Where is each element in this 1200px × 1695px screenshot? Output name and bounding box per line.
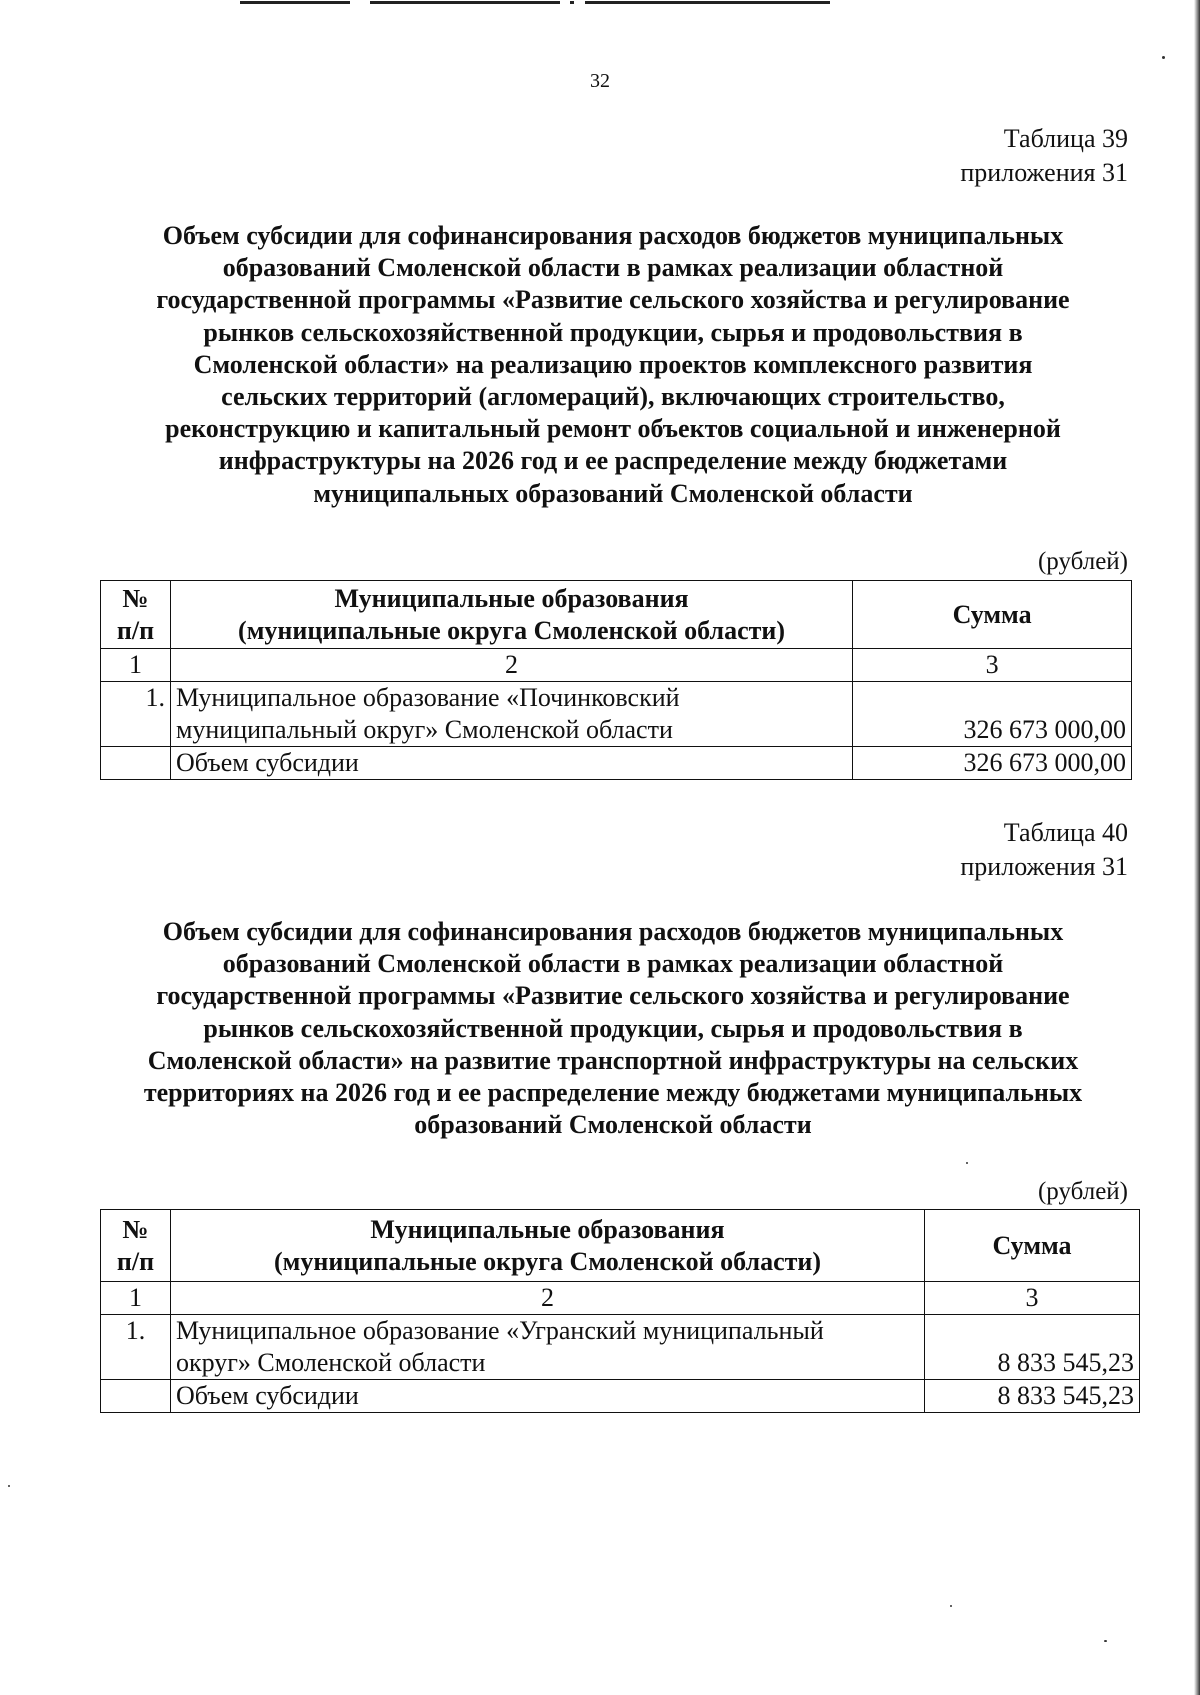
- index-cell: 3: [853, 649, 1132, 682]
- title-line: территориях на 2026 год и ее распределение между бюджетами муниципальных: [143, 1078, 1083, 1108]
- total-label: Объем субсидии: [170, 1380, 924, 1413]
- title-line: рынков сельскохозяйственной продукции, сырья и продовольствия в: [203, 1013, 1023, 1043]
- total-sum: 8 833 545,23: [925, 1380, 1140, 1413]
- index-cell: 1: [101, 649, 171, 682]
- index-cell: 1: [101, 1282, 171, 1315]
- total-row: [101, 747, 1132, 780]
- header-sum: Сумма: [925, 1210, 1140, 1282]
- table-40-title: [98, 916, 1128, 1141]
- title-line: государственной программы «Развитие сельского хозяйства и регулирование: [156, 285, 1070, 315]
- title-line: Объем субсидии для софинансирования расходов бюджетов муниципальных: [162, 917, 1064, 946]
- scan-speck: [966, 1162, 968, 1164]
- appendix-label: приложения 31: [960, 852, 1128, 881]
- title-line: реконструкцию и капитальный ремонт объектов социальной и инженерной: [165, 414, 1061, 444]
- row-number: 1.: [101, 1315, 171, 1380]
- index-cell: 2: [170, 1282, 924, 1315]
- scan-speck: [1162, 56, 1165, 59]
- title-line: образований Смоленской области: [414, 1110, 812, 1140]
- header-row: [101, 581, 1132, 649]
- row-sum: 8 833 545,23: [925, 1315, 1140, 1380]
- header-row: [101, 1210, 1140, 1282]
- total-number-empty: [101, 1380, 171, 1413]
- title-line: сельских территорий (агломераций), включающих строительство,: [221, 382, 1005, 412]
- table-label: Таблица 40: [1003, 818, 1128, 847]
- title-line: образований Смоленской области в рамках реализации областной: [222, 253, 1004, 283]
- table-row: [101, 682, 1132, 747]
- index-row: [101, 1282, 1140, 1315]
- row-municipality: Муниципальное образование «Угранский муниципальный округ» Смоленской области: [170, 1315, 924, 1380]
- scan-speck: [1104, 1640, 1107, 1642]
- total-number-empty: [101, 747, 171, 780]
- row-number: 1.: [101, 682, 171, 747]
- table-39-title: [98, 220, 1128, 510]
- units-label: (рублей): [1037, 1178, 1128, 1205]
- scan-edge-right: [1194, 0, 1200, 1695]
- table-label: Таблица 39: [1003, 124, 1128, 153]
- index-row: [101, 649, 1132, 682]
- header-municipality: Муниципальные образования (муниципальные округа Смоленской области): [170, 581, 852, 649]
- title-line: Смоленской области» на реализацию проектов комплексного развития: [193, 349, 1033, 379]
- header-number: № п/п: [101, 581, 171, 649]
- table-40: [100, 1209, 1140, 1413]
- total-label: Объем субсидии: [170, 747, 852, 780]
- table-39-reference: [960, 122, 1128, 190]
- scan-speck: [950, 1605, 952, 1607]
- page-number: 32: [590, 70, 610, 92]
- row-municipality: Муниципальное образование «Починковский муниципальный округ» Смоленской области: [170, 682, 852, 747]
- header-sum: Сумма: [853, 581, 1132, 649]
- appendix-label: приложения 31: [960, 158, 1128, 187]
- table-39: [100, 580, 1132, 780]
- title-line: образований Смоленской области в рамках реализации областной: [222, 949, 1004, 979]
- index-cell: 2: [170, 649, 852, 682]
- scan-artifact-top: [240, 0, 920, 6]
- table-row: [101, 1315, 1140, 1380]
- title-line: муниципальных образований Смоленской области: [313, 478, 913, 508]
- header-number: № п/п: [101, 1210, 171, 1282]
- units-label: (рублей): [1037, 548, 1128, 575]
- scan-speck: [8, 1485, 10, 1487]
- title-line: инфраструктуры на 2026 год и ее распределение между бюджетами: [218, 446, 1008, 476]
- title-line: государственной программы «Развитие сельского хозяйства и регулирование: [156, 981, 1070, 1011]
- total-row: [101, 1380, 1140, 1413]
- header-municipality: Муниципальные образования (муниципальные округа Смоленской области): [170, 1210, 924, 1282]
- row-sum: 326 673 000,00: [853, 682, 1132, 747]
- table-40-reference: [960, 816, 1128, 884]
- total-sum: 326 673 000,00: [853, 747, 1132, 780]
- title-line: Смоленской области» на развитие транспортной инфраструктуры на сельских: [147, 1045, 1079, 1075]
- index-cell: 3: [925, 1282, 1140, 1315]
- title-line: рынков сельскохозяйственной продукции, сырья и продовольствия в: [203, 317, 1023, 347]
- title-line: Объем субсидии для софинансирования расходов бюджетов муниципальных: [162, 221, 1064, 250]
